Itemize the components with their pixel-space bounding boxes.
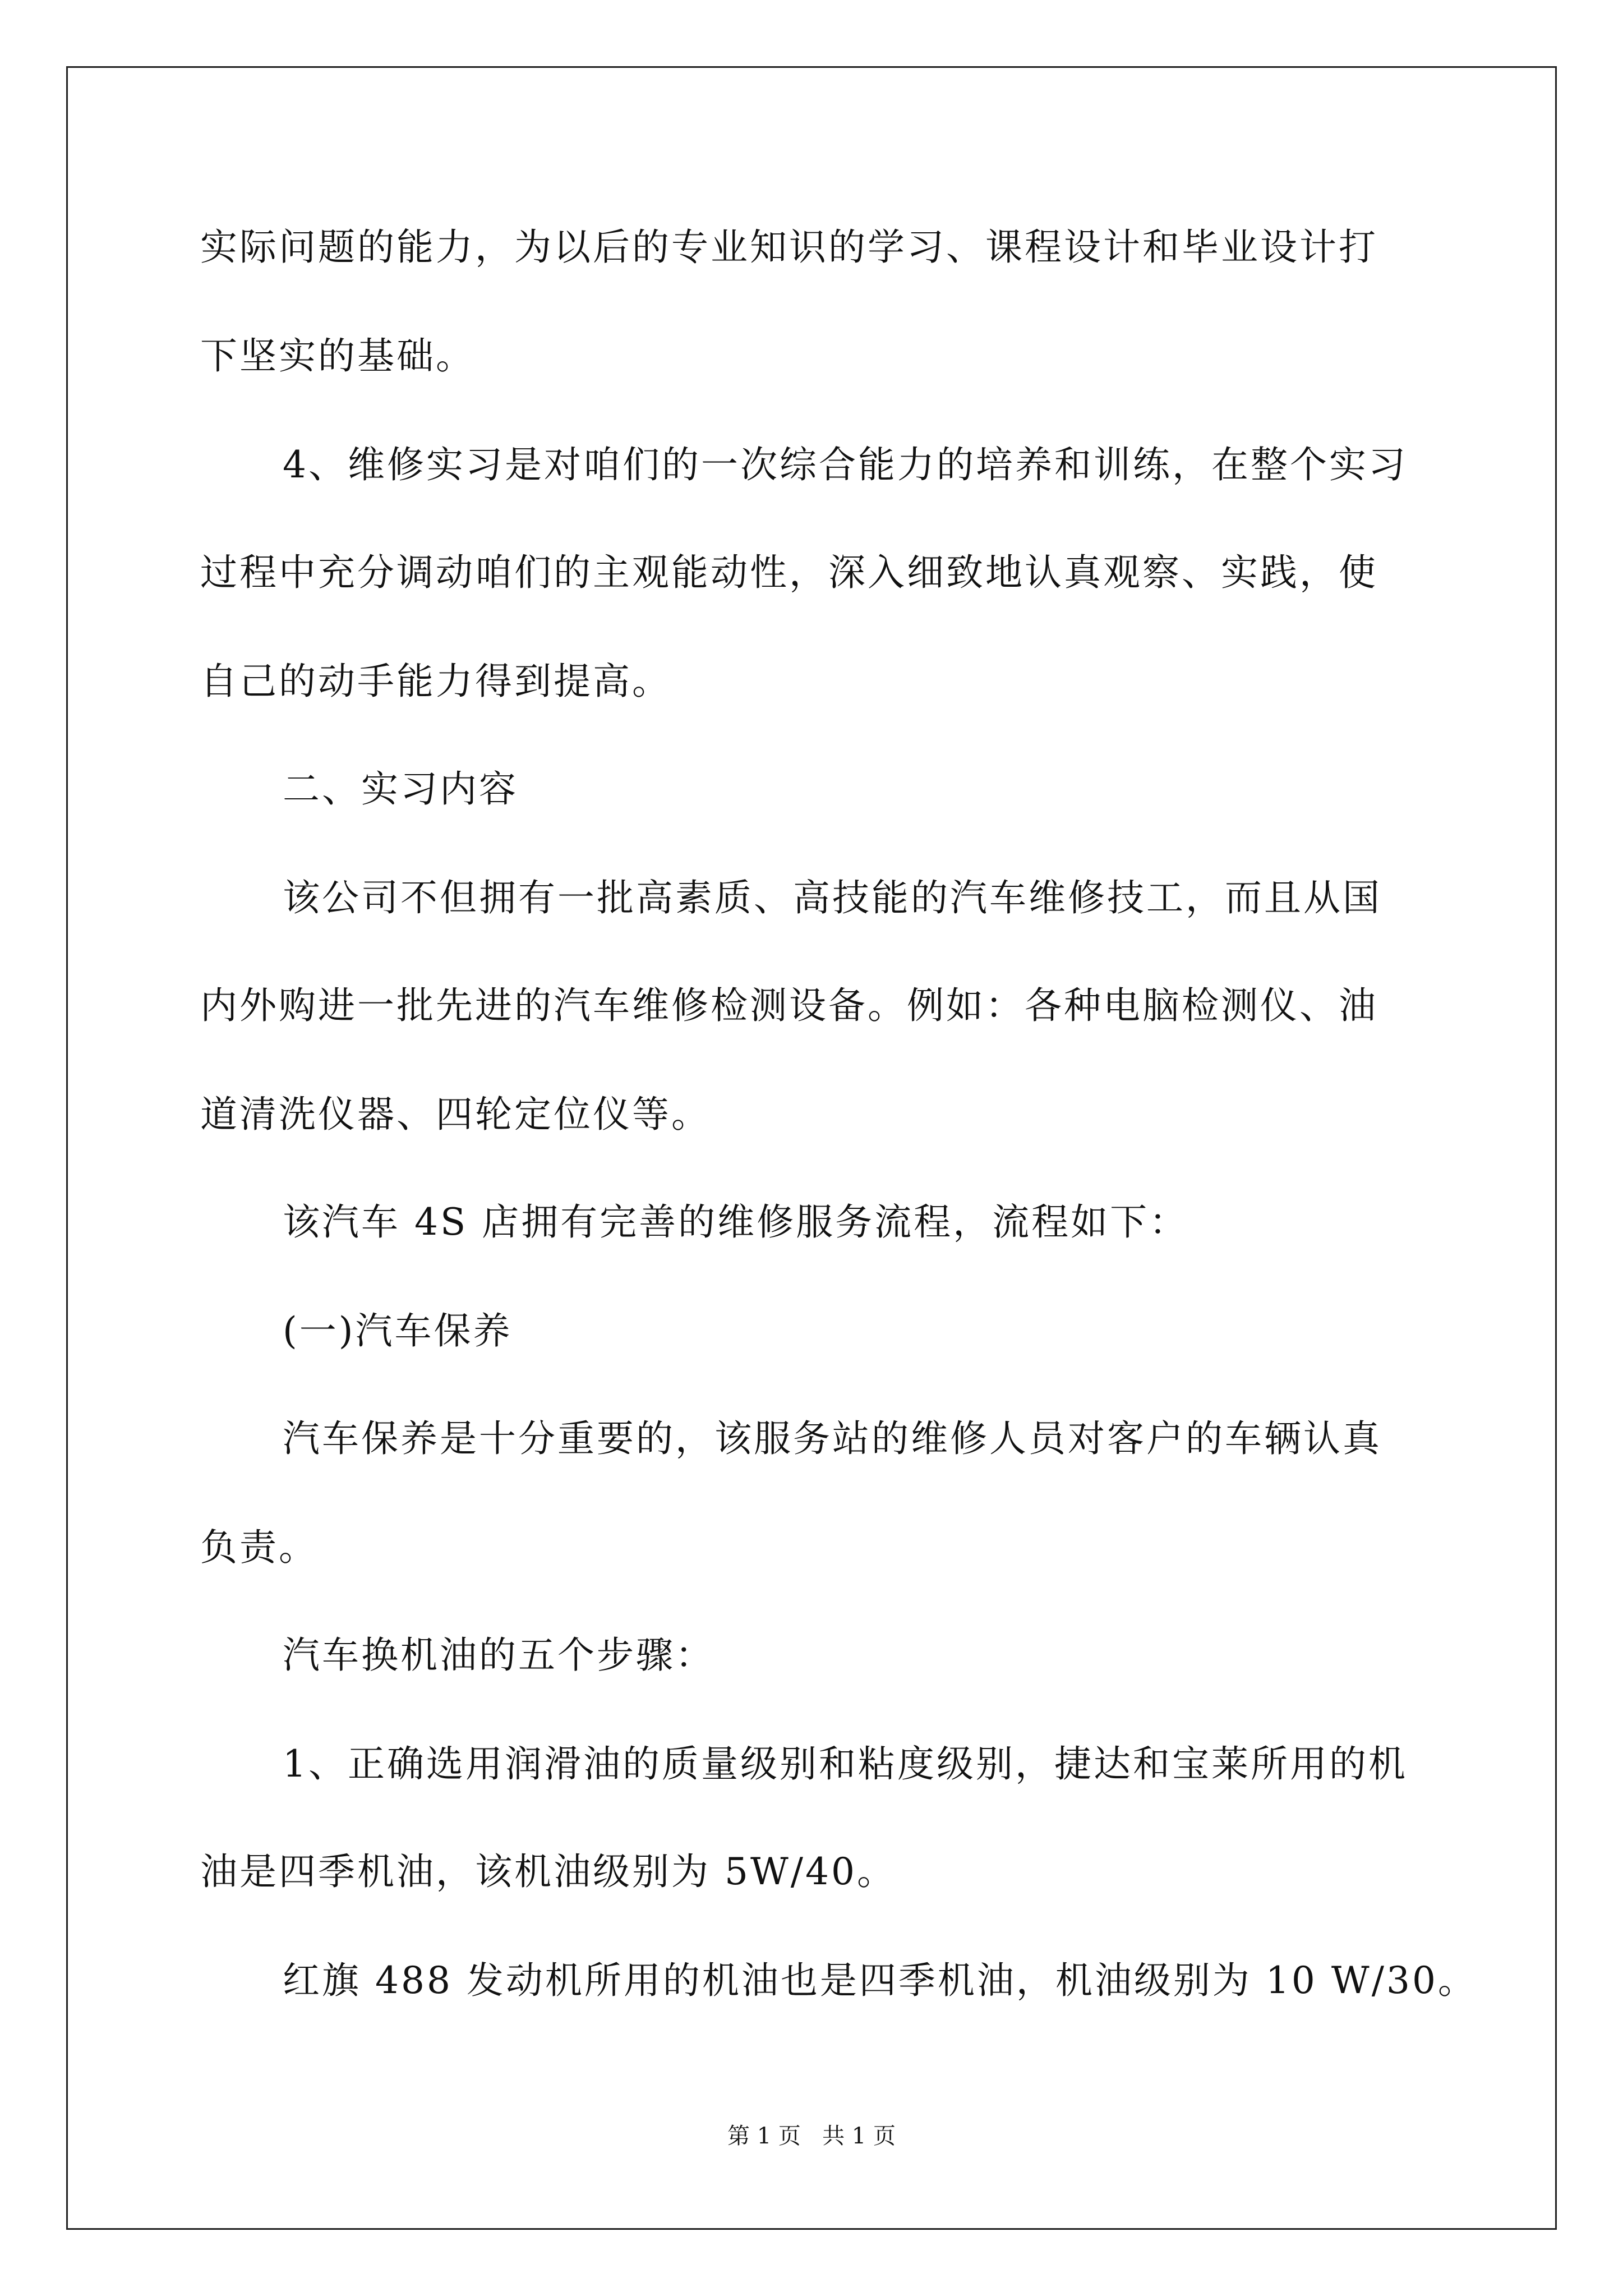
text-line: 下坚实的基础。 xyxy=(200,334,475,378)
text-line: 实际问题的能力，为以后的专业知识的学习、课程设计和毕业设计打 xyxy=(200,226,1378,269)
subsection-heading: (一)汽车保养 xyxy=(283,1309,513,1352)
text-line: 汽车保养是十分重要的，该服务站的维修人员对客户的车辆认真 xyxy=(283,1417,1382,1460)
section-heading: 二、实习内容 xyxy=(283,767,518,811)
page-border xyxy=(66,66,1557,2230)
text-line: 该公司不但拥有一批高素质、高技能的汽车维修技工，而且从国 xyxy=(283,876,1382,919)
text-line: 红旗 488 发动机所用的机油也是四季机油，机油级别为 10 W/30。 xyxy=(283,1959,1477,2002)
text-line: 1、正确选用润滑油的质量级别和粘度级别，捷达和宝莱所用的机 xyxy=(283,1742,1408,1786)
page-number-footer: 第 1 页 共 1 页 xyxy=(727,2123,896,2149)
text-line: 汽车换机油的五个步骤： xyxy=(283,1634,714,1677)
text-line: 该汽车 4S 店拥有完善的维修服务流程，流程如下： xyxy=(283,1200,1189,1244)
text-line: 内外购进一批先进的汽车维修检测设备。例如：各种电脑检测仪、油 xyxy=(200,984,1378,1027)
text-line: 自己的动手能力得到提高。 xyxy=(200,660,671,703)
text-line: 负责。 xyxy=(200,1526,318,1569)
text-line: 过程中充分调动咱们的主观能动性，深入细致地认真观察、实践，使 xyxy=(200,551,1378,594)
text-line: 4、维修实习是对咱们的一次综合能力的培养和训练，在整个实习 xyxy=(283,443,1408,486)
text-line: 道清洗仪器、四轮定位仪等。 xyxy=(200,1093,711,1136)
text-line: 油是四季机油，该机油级别为 5W/40。 xyxy=(200,1850,897,1893)
